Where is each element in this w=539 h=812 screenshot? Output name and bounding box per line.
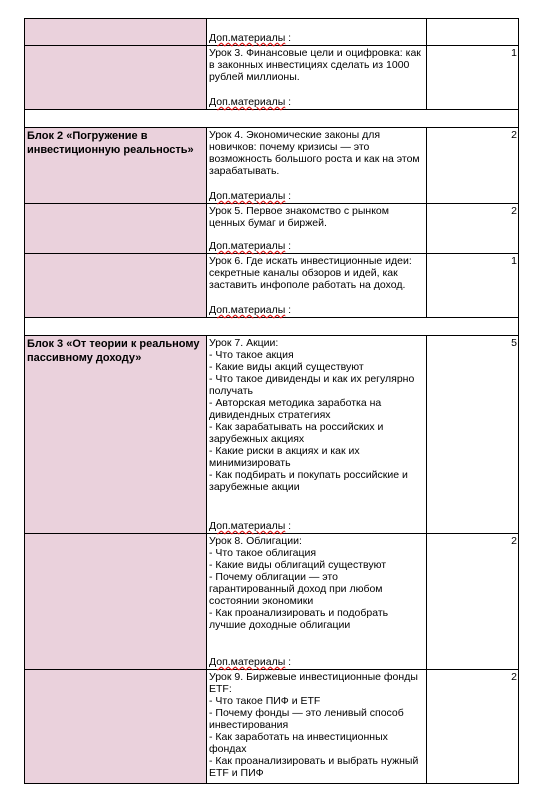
hours-cell[interactable] (427, 204, 519, 254)
block-cell (24, 46, 207, 110)
hours-cell[interactable] (427, 128, 519, 204)
spacer-cell (24, 318, 519, 336)
lesson-cell[interactable] (207, 46, 427, 110)
spacer-cell (24, 110, 519, 128)
lesson-cell[interactable] (207, 254, 427, 318)
lesson-text: Урок 3. Финансовые цели и оцифровка: как в законных инвестициях сделать из 1000 рублей миллионы. (209, 47, 421, 83)
block-cell (24, 204, 207, 254)
lesson-cell[interactable] (207, 670, 427, 784)
lesson-cell[interactable] (207, 336, 427, 534)
lesson-cell[interactable] (207, 128, 427, 204)
spacer-row (24, 110, 519, 128)
block-title: Блок 2 «Погружение в инвестиционную реальность» (27, 130, 194, 156)
table-row (24, 46, 519, 110)
hours-cell[interactable] (427, 18, 519, 46)
materials-label: Доп.материалы : (209, 520, 292, 532)
lesson-cell[interactable] (207, 204, 427, 254)
lesson-text: Урок 9. Биржевые инвестиционные фонды ETF: - Что такое ПИФ и ETF - Почему фонды — это ленивый способ инвестирования - Как заработать на инвестиционных фондах - Как проанализировать и выбрать нужный ETF и ПИФ (209, 671, 419, 779)
block-title: Блок 3 «От теории к реальному пассивному доходу» (27, 338, 200, 364)
block-cell (24, 128, 207, 204)
hours-value: 2 (511, 671, 517, 683)
hours-cell[interactable] (427, 534, 519, 670)
table-row (24, 204, 519, 254)
curriculum-table (24, 18, 519, 784)
table-row (24, 670, 519, 784)
lesson-text: Урок 7. Акции: - Что такое акция - Какие виды акций существуют - Что такое дивиденды и как их регулярно получать - Авторская методика заработка на дивидендных стратегиях - Как зарабатывать на российских и зарубежных акциях - Какие риски в акциях и как их минимизировать - Как подбирать и покупать российские и зарубежные акции (209, 337, 415, 493)
table-row (24, 534, 519, 670)
materials-label: Доп.материалы : (209, 190, 292, 202)
hours-value: 2 (511, 205, 517, 217)
hours-value: 2 (511, 535, 517, 547)
lesson-text: Урок 6. Где искать инвестиционные идеи: секретные каналы обзоров и идей, как заставить инфополе работать на доход. (209, 255, 412, 291)
lesson-text: Урок 4. Экономические законы для новичков: почему кризисы — это возможность большого роста и как на этом зарабатывать. (209, 129, 420, 177)
block-cell (24, 336, 207, 534)
hours-value: 5 (511, 337, 517, 349)
hours-value: 1 (511, 47, 517, 59)
hours-cell[interactable] (427, 670, 519, 784)
materials-label: Доп.материалы : (209, 240, 292, 252)
table-row (24, 254, 519, 318)
hours-value: 1 (511, 255, 517, 267)
hours-cell[interactable] (427, 254, 519, 318)
lesson-text: Урок 5. Первое знакомство с рынком ценных бумаг и биржей. (209, 205, 389, 229)
hours-value: 2 (511, 129, 517, 141)
materials-label: Доп.материалы : (209, 656, 292, 668)
block-cell (24, 534, 207, 670)
table-row (24, 128, 519, 204)
materials-label: Доп.материалы : (209, 96, 292, 108)
table-row (24, 18, 519, 46)
table-row (24, 336, 519, 534)
block-cell (24, 670, 207, 784)
hours-cell[interactable] (427, 46, 519, 110)
lesson-cell[interactable] (207, 534, 427, 670)
lesson-text: Урок 8. Облигации: - Что такое облигация - Какие виды облигаций существуют - Почему облигации — это гарантированный доход при любом состоянии экономики - Как проанализировать и подобрать лучшие доходные облигации (209, 535, 389, 631)
materials-label: Доп.материалы : (209, 304, 292, 316)
materials-label: Доп.материалы : (209, 32, 292, 44)
block-cell (24, 18, 207, 46)
hours-cell[interactable] (427, 336, 519, 534)
spacer-row (24, 318, 519, 336)
lesson-cell[interactable] (207, 18, 427, 46)
block-cell (24, 254, 207, 318)
